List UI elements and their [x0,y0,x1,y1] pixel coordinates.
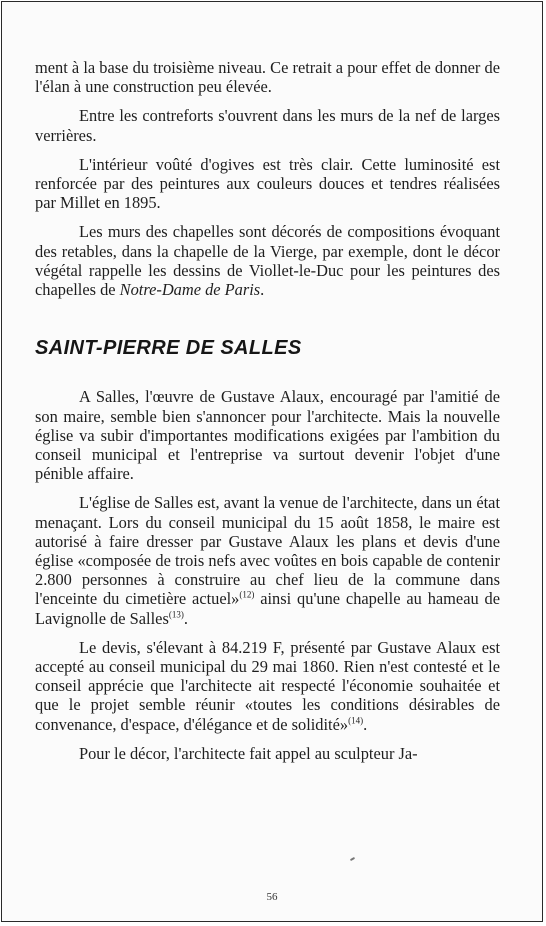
paragraph-text: Pour le décor, l'architecte fait appel au sculpteur Ja- [79,743,418,763]
paragraph-text: L'église de Salles est, avant la venue de l'architecte, dans un état menaçant. Lors du conseil municipal du 15 août 1858, le maire est autorisé à faire dresser par Gustave Alaux les plans et devis d'une église «composée de trois nefs avec voûtes en bois capable de contenir 2.800 personnes à construire au chef lieu de la commune dans l'enceinte du cimetière actuel» [35,493,500,609]
paragraph [35,106,500,144]
body-text [35,58,500,773]
italic-title: Notre-Dame de Paris [119,280,261,300]
book-page [1,1,543,922]
paragraph [35,222,500,299]
paragraph [35,744,500,763]
paragraph-text: A Salles, l'œuvre de Gustave Alaux, encouragé par l'amitié de son maire, semble bien s'annoncer pour l'architecte. Mais la nouvelle église va subir d'importantes modifications exigées par l'ambition du conseil municipal et l'entreprise va surtout devenir l'objet d'une pénible affaire. [35,387,500,484]
scan-speck [350,857,355,861]
footnote-ref: (13) [168,609,184,620]
paragraph-text: Les murs des chapelles sont décorés de compositions évoquant des retables, dans la chapelle de la Vierge, par exemple, dont le décor végétal rappelle les dessins de Viollet-le-Duc pour les peintures des chapelles de [35,222,500,300]
paragraph-text: Entre les contreforts s'ouvrent dans les murs de la nef de larges verrières. [35,106,500,145]
paragraph-text: ainsi qu'une chapelle au hameau de Lavignolle de Salles [35,589,500,628]
page-number: 56 [266,891,278,903]
paragraph-text: . [260,280,265,300]
paragraph-text: L'intérieur voûté d'ogives est très clair. Cette luminosité est renforcée par des peintures aux couleurs douces et tendres réalisées par Millet en 1895. [35,154,500,213]
paragraph-text: ment à la base du troisième niveau. Ce retrait a pour effet de donner de l'élan à une construction peu élevée. [35,58,500,97]
paragraph-text: Le devis, s'élevant à 84.219 F, présenté par Gustave Alaux est accepté au conseil municipal du 29 mai 1860. Rien n'est contesté et le conseil apprécie que l'architecte ait respecté l'économie souhaitée et que le projet semble réunir «toutes les conditions désirables de convenance, d'espace, d'élégance et de solidité» [35,637,500,734]
paragraph [35,387,500,483]
footnote-ref: (12) [239,590,255,600]
paragraph [35,58,500,96]
paragraph [35,638,500,734]
paragraph [35,155,500,213]
paragraph-text: . [363,714,368,734]
footnote-ref: (14) [348,715,364,726]
paragraph [35,493,500,627]
paragraph-text: . [183,608,188,628]
section-heading: SAINT-PIERRE DE SALLES [35,337,302,360]
